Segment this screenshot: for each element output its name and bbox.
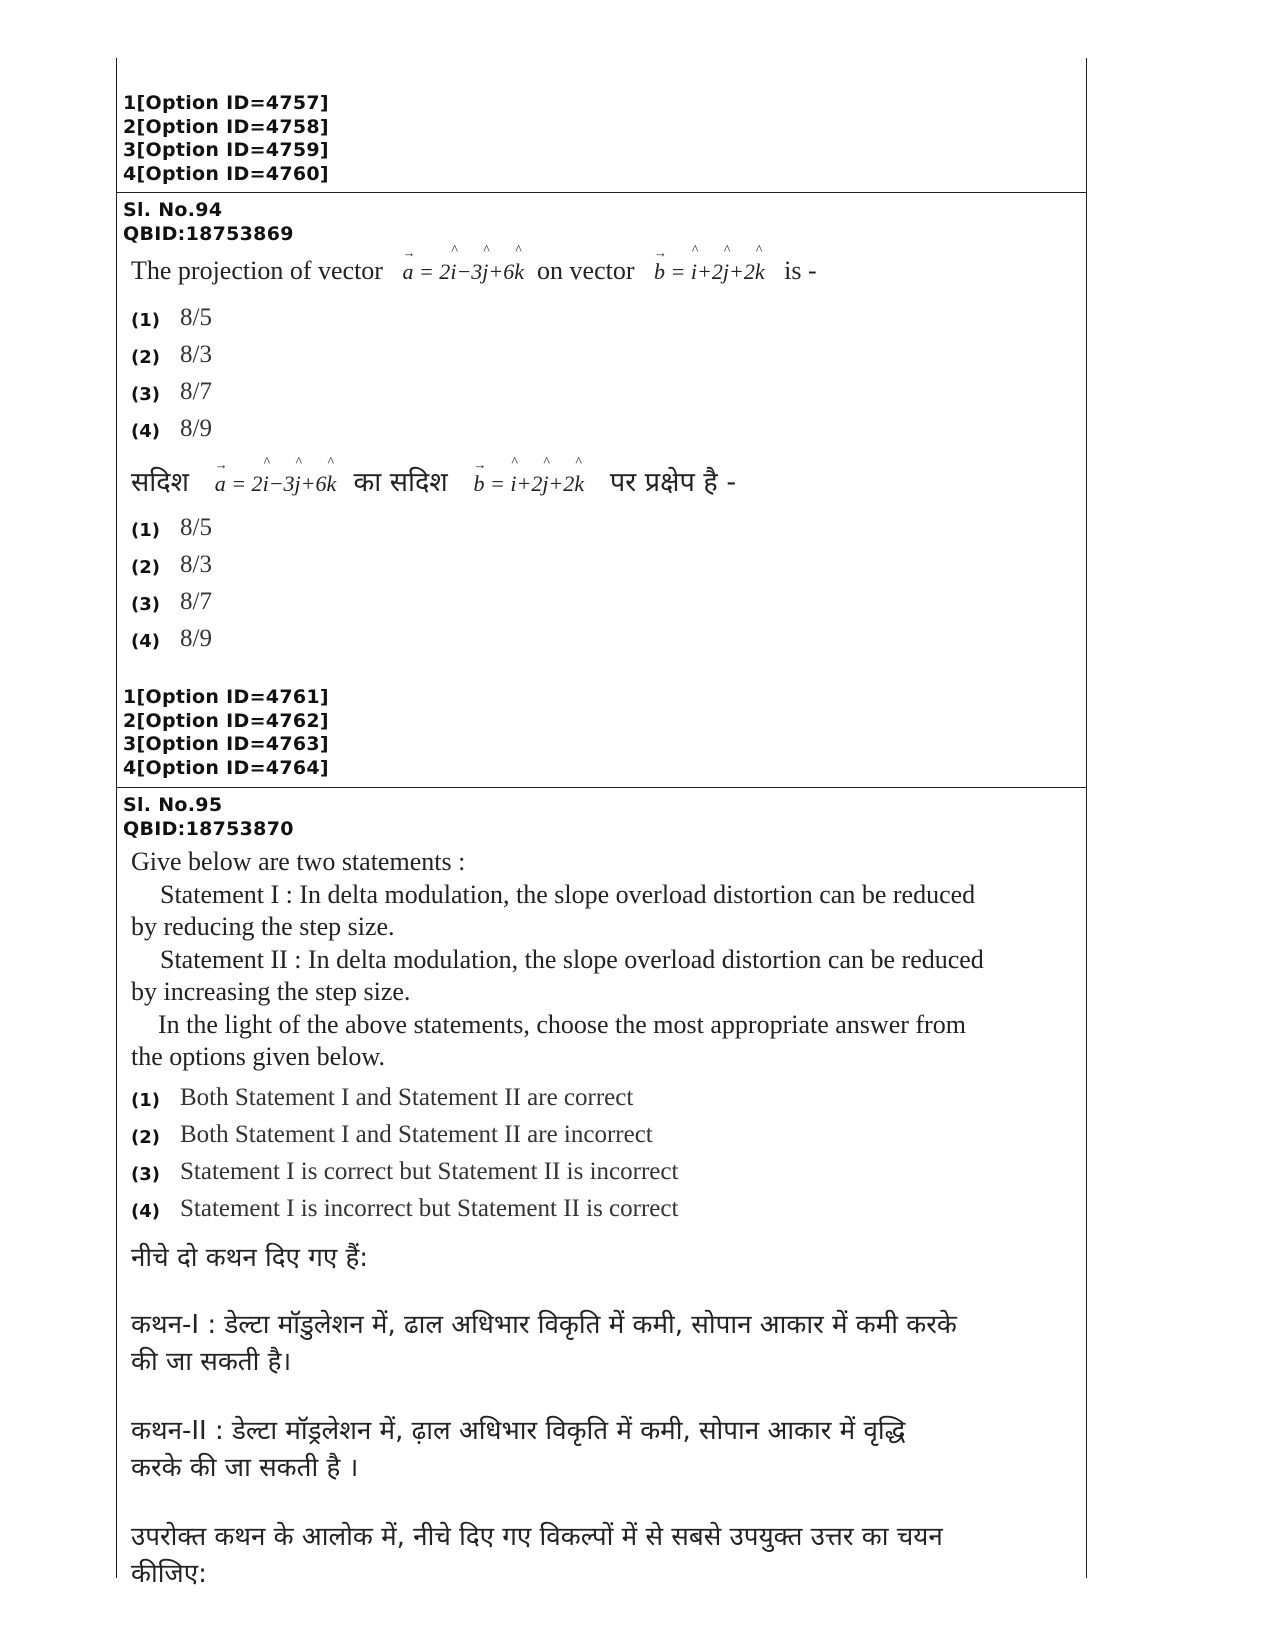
question-94-text-hi bbox=[131, 462, 736, 499]
option-number: (3) bbox=[131, 1164, 160, 1185]
option-id: 4[Option ID=4760] bbox=[123, 162, 329, 185]
option-number: (4) bbox=[131, 1201, 160, 1222]
qbid: QBID:18753869 bbox=[123, 222, 294, 245]
option-text: 8/7 bbox=[180, 378, 212, 405]
serial-number: Sl. No.95 bbox=[123, 794, 223, 816]
question-text: The projection of vector bbox=[131, 256, 383, 285]
option-number: (4) bbox=[131, 421, 160, 442]
question-text: सदिश bbox=[131, 467, 189, 498]
option-number: (3) bbox=[131, 384, 160, 405]
question-94-text-en bbox=[131, 256, 817, 286]
option-text: Statement I is incorrect but Statement II is correct bbox=[180, 1195, 679, 1222]
option-text: Both Statement I and Statement II are incorrect bbox=[180, 1121, 653, 1148]
option-id-list bbox=[123, 92, 329, 186]
question-95-intro: Give below are two statements : bbox=[131, 847, 466, 876]
option-text: Both Statement I and Statement II are correct bbox=[180, 1084, 634, 1111]
hindi-statement-2-line: करके की जा सकती है । bbox=[131, 1453, 359, 1483]
question-text: on vector bbox=[537, 256, 635, 285]
option-id: 3[Option ID=4759] bbox=[123, 139, 329, 161]
question-95-header bbox=[123, 794, 294, 841]
option-text: 8/9 bbox=[180, 415, 212, 442]
option-id: 4[Option ID=4764] bbox=[123, 756, 329, 779]
question-94-header bbox=[123, 199, 294, 246]
option-number: (1) bbox=[131, 310, 160, 331]
question-text: is - bbox=[784, 256, 817, 285]
instruction-line: the options given below. bbox=[131, 1042, 385, 1071]
option-text: 8/9 bbox=[180, 625, 212, 652]
option-number: (2) bbox=[131, 557, 160, 578]
option-number: (1) bbox=[131, 520, 160, 541]
hindi-statement-1-line: की जा सकती है। bbox=[131, 1347, 292, 1377]
option-number: (2) bbox=[131, 1127, 160, 1148]
option-text: 8/3 bbox=[180, 551, 212, 578]
option-id: 2[Option ID=4762] bbox=[123, 709, 329, 732]
row-divider bbox=[116, 787, 1087, 788]
hindi-intro: नीचे दो कथन दिए गए हैं: bbox=[131, 1243, 369, 1273]
option-text: Statement I is correct but Statement II is incorrect bbox=[180, 1158, 679, 1185]
vector-a-expression: → a = 2^ i−3^ j+6^ k bbox=[402, 259, 524, 284]
statement-1-line: by reducing the step size. bbox=[131, 912, 395, 941]
option-text: 8/5 bbox=[180, 514, 212, 541]
question-text: का सदिश bbox=[353, 467, 448, 498]
option-id: 2[Option ID=4758] bbox=[123, 115, 329, 138]
statement-1-line: Statement I : In delta modulation, the slope overload distortion can be reduced bbox=[160, 880, 976, 909]
row-divider bbox=[116, 192, 1087, 193]
vector-a-expression: → a = 2^ i−3^ j+6^ k bbox=[215, 471, 337, 496]
statement-2-line: Statement II : In delta modulation, the slope overload distortion can be reduced bbox=[160, 945, 984, 974]
hindi-instruction-line: उपरोक्त कथन के आलोक में, नीचे दिए गए विकल्पों में से सबसे उपयुक्त उत्तर का चयन bbox=[131, 1522, 943, 1552]
option-text: 8/3 bbox=[180, 341, 212, 368]
instruction-line: In the light of the above statements, choose the most appropriate answer from bbox=[158, 1010, 966, 1039]
hindi-instruction-line: कीजिए: bbox=[131, 1559, 207, 1589]
hindi-statement-2-line: कथन-II : डेल्टा मॉड्रलेशन में, ढ़ाल अधिभार विकृति में कमी, सोपान आकार में वृद्धि bbox=[131, 1416, 906, 1446]
question-text: पर प्रक्षेप है - bbox=[609, 467, 737, 498]
option-id: 3[Option ID=4763] bbox=[123, 733, 329, 755]
hindi-statement-1-line: कथन-I : डेल्टा मॉडुलेशन में, ढाल अधिभार विकृति में कमी, सोपान आकार में कमी करके bbox=[131, 1310, 957, 1340]
statement-2-line: by increasing the step size. bbox=[131, 977, 411, 1006]
option-number: (3) bbox=[131, 594, 160, 615]
option-text: 8/7 bbox=[180, 588, 212, 615]
option-number: (2) bbox=[131, 347, 160, 368]
option-text: 8/5 bbox=[180, 304, 212, 331]
option-id: 1[Option ID=4757] bbox=[123, 92, 329, 114]
option-id: 1[Option ID=4761] bbox=[123, 686, 329, 708]
vector-b-expression: → b = ^ i+2^ j+2^ k bbox=[654, 259, 765, 284]
serial-number: Sl. No.94 bbox=[123, 199, 223, 221]
option-number: (4) bbox=[131, 631, 160, 652]
option-number: (1) bbox=[131, 1090, 160, 1111]
vector-b-expression: → b = ^ i+2^ j+2^ k bbox=[473, 471, 584, 496]
option-id-list bbox=[123, 686, 329, 780]
qbid: QBID:18753870 bbox=[123, 817, 294, 840]
